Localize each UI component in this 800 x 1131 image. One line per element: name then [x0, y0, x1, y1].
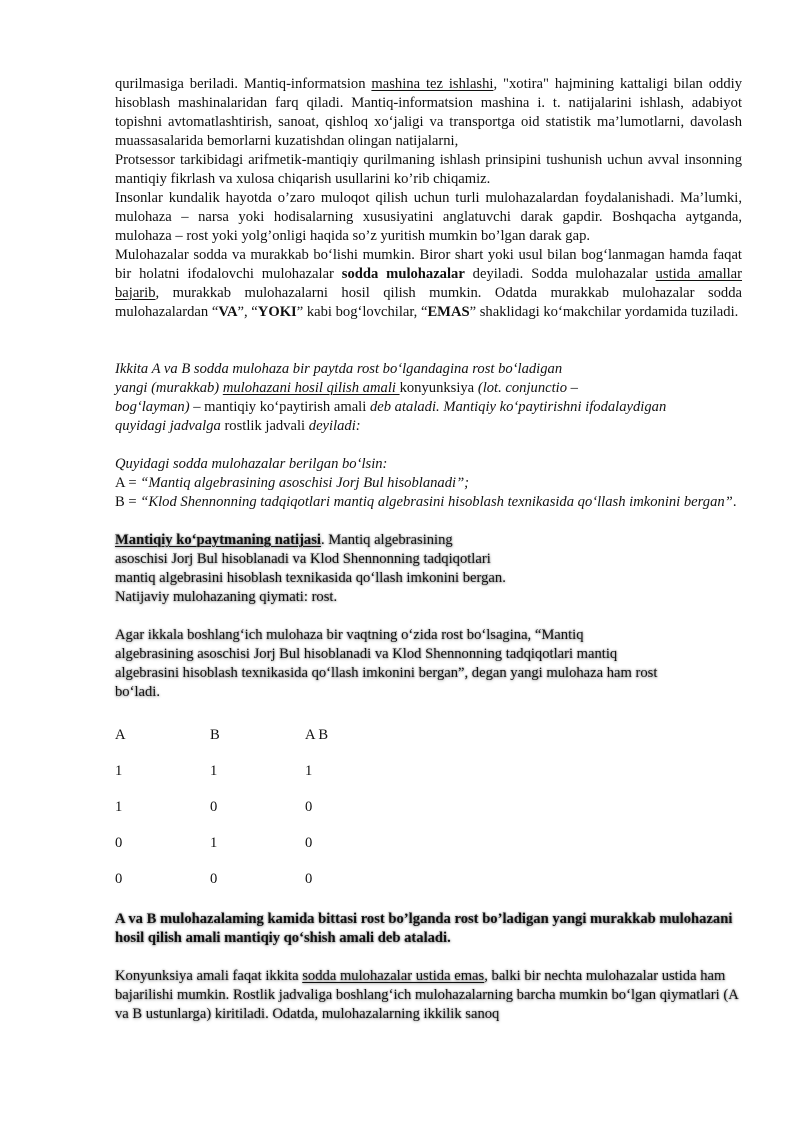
text-run: ”, “ [237, 304, 258, 320]
italic-text: quyidagi jadvalga [115, 418, 221, 434]
italic-text: deyiladi: [308, 418, 361, 434]
text-run: . Mantiq algebrasining [320, 532, 453, 548]
text-run: , murakkab mulohazalarni hosil qilish mumkin. Odatda murakkab mulohazalar sodda mulohazalardan “ [115, 285, 742, 320]
table-cell: 0 [305, 835, 313, 851]
italic-text: bog‘layman) [115, 399, 190, 415]
table-row [115, 870, 405, 906]
table-cell: 0 [305, 799, 313, 815]
bold-term: Mantiqiy ko‘paytmaning natijasi [115, 532, 321, 548]
header-cell: A [115, 727, 126, 743]
table-cell: 0 [210, 799, 218, 815]
text-run: konyunksiya [399, 380, 478, 396]
truth-table [115, 726, 405, 906]
text-run: deyiladi. Sodda mulohazalar [464, 266, 656, 282]
table-cell: 0 [210, 871, 218, 887]
text-run: Mulohazalar sodda va murakkab bo‘lishi mumkin. Biror shart yoki usul bilan bog‘lanmagan hamda faqat bir holatni ifodalovchi mulohazalar [115, 247, 742, 282]
table-cell: 1 [115, 763, 123, 779]
text-run: Konyunksiya amali faqat ikkita [115, 968, 303, 984]
table-row [115, 834, 405, 870]
paragraph-simple-complex [115, 246, 742, 322]
header-cell: A B [305, 727, 329, 743]
table-cell: 0 [115, 871, 123, 887]
bold-term: VA [218, 304, 238, 320]
text-run: A = [115, 475, 141, 491]
paragraph-both-true [115, 626, 742, 702]
paragraph-given-statements [115, 455, 742, 512]
paragraph-processor: Protsessor tarkibidagi arifmetik-mantiqiy qurilmaning ishlash prinsipini tushunish uchun avval insonning mantiqiy fikrlash va xulosa chiqarish usullarini ko’rib chiqamiz. [115, 152, 742, 187]
italic-text: yangi (murakkab) [115, 380, 223, 396]
text-run: ” kabi bog‘lovchilar, “ [296, 304, 428, 320]
table-cell: 1 [210, 835, 218, 851]
text-line: bo‘ladi. [115, 684, 160, 700]
italic-text: deb ataladi. Mantiqiy ko‘paytirishni ifodalaydigan [369, 399, 667, 415]
text-run: , balki bir nechta mulohazalar ustida ham bajarilishi mumkin. Rostlik jadvaliga boshlang‘ich mulohazalarning barcha mumkin bo‘lgan qiymatlari (A va B ustunlarga) kiritiladi. Odatda, mulohazalarning ikkilik sanoq [115, 968, 738, 1022]
underlined-text: mulohazani hosil qilish amali [222, 380, 400, 396]
italic-text: (lot. conjunctio – [477, 380, 578, 396]
bold-term: YOKI [257, 304, 297, 320]
text-line: algebrasining asoschisi Jorj Bul hisoblanadi va Klod Shennonning tadqiqotlari mantiq [115, 646, 618, 662]
text-run: – mantiqiy ko‘paytirish amali [189, 399, 370, 415]
italic-text: Ikkita A va B sodda mulohaza bir paytda rost bo‘lgandagina rost bo‘ladigan [115, 361, 563, 377]
paragraph-product-result [115, 531, 742, 607]
text-line: algebrasini hisoblash texnikasida qo‘llash imkonini bergan”, degan yangi mulohaza ham rost [115, 665, 658, 681]
bold-term: EMAS [427, 304, 470, 320]
bold-term: sodda mulohazalar [341, 266, 465, 282]
text-line: mantiq algebrasini hisoblash texnikasida qo‘llash imkonini bergan. [115, 570, 506, 586]
table-row [115, 798, 405, 834]
statement-b: “Klod Shennonning tadqiqotlari mantiq algebrasini hisoblash texnikasida qo‘llash imkonini bergan” [140, 494, 733, 510]
text-run: qurilmasiga beriladi. Mantiq-informatsion [115, 76, 372, 92]
underlined-text: ustida amallar bajarib [115, 266, 743, 301]
table-cell: 1 [305, 763, 313, 779]
table-row [115, 762, 405, 798]
paragraph-conjunction-definition [115, 360, 742, 436]
table-cell: 1 [210, 763, 218, 779]
text-line: asoschisi Jorj Bul hisoblanadi va Klod Shennonning tadqiqotlari [115, 551, 491, 567]
paragraph-disjunction-definition: A va B mulohazalaming kamida bittasi rost bo’lganda rost bo’ladigan yangi murakkab mulohazani hosil qilish amali mantiqiy qo‘shish amali deb ataladi. [115, 911, 733, 946]
text-run: , "xotira" hajmining kattaligi bilan oddiy hisoblash mashinalaridan farq qiladi. Mantiq-informatsion mashina i. t. natijalarini ishlash, adabiyot topishni avtomatlashtirish, sanoat, qishloq xo‘jaligi va transportga oid statistik ma’lumotlarni, davolash muassasalarida bemorlarni kuzatishdan olingan natijalarni, [115, 76, 742, 149]
underlined-text: mashina tez ishlashi [371, 76, 494, 92]
text-run: ” shaklidagi ko‘makchilar yordamida tuziladi. [469, 304, 739, 320]
text-run: B = [115, 494, 141, 510]
table-cell: 0 [115, 835, 123, 851]
text-line: Agar ikkala boshlang‘ich mulohaza bir vaqtning o‘zida rost bo‘lsagina, “Mantiq [115, 627, 584, 643]
statement-a: “Mantiq algebrasining asoschisi Jorj Bul hisoblanadi”; [140, 475, 470, 491]
table-cell: 0 [305, 871, 313, 887]
underlined-text: sodda mulohazalar ustida emas [302, 968, 485, 984]
paragraph-conjunction-multiple [115, 967, 742, 1024]
text-line: Natijaviy mulohazaning qiymati: rost. [115, 589, 338, 605]
truth-table-header [115, 726, 405, 762]
paragraph-statements: Insonlar kundalik hayotda o’zaro muloqot qilish uchun turli mulohazalardan foydalanishadi. Ma’lumki, mulohaza – narsa yoki hodisalarning xususiyatini anglatuvchi darak gapdir. Boshqacha aytganda, mulohaza – rost yoki yolg’onligi haqida so’z yuritish mumkin bo’lgan darak gap. [115, 190, 742, 244]
text-run: . [732, 494, 737, 510]
text-run: rostlik jadvali [220, 418, 309, 434]
text-line: Quyidagi sodda mulohazalar berilgan bo‘lsin: [115, 456, 388, 472]
document-page [115, 75, 742, 1024]
header-cell: B [210, 727, 220, 743]
table-cell: 1 [115, 799, 123, 815]
paragraph-machine-intro [115, 75, 742, 151]
